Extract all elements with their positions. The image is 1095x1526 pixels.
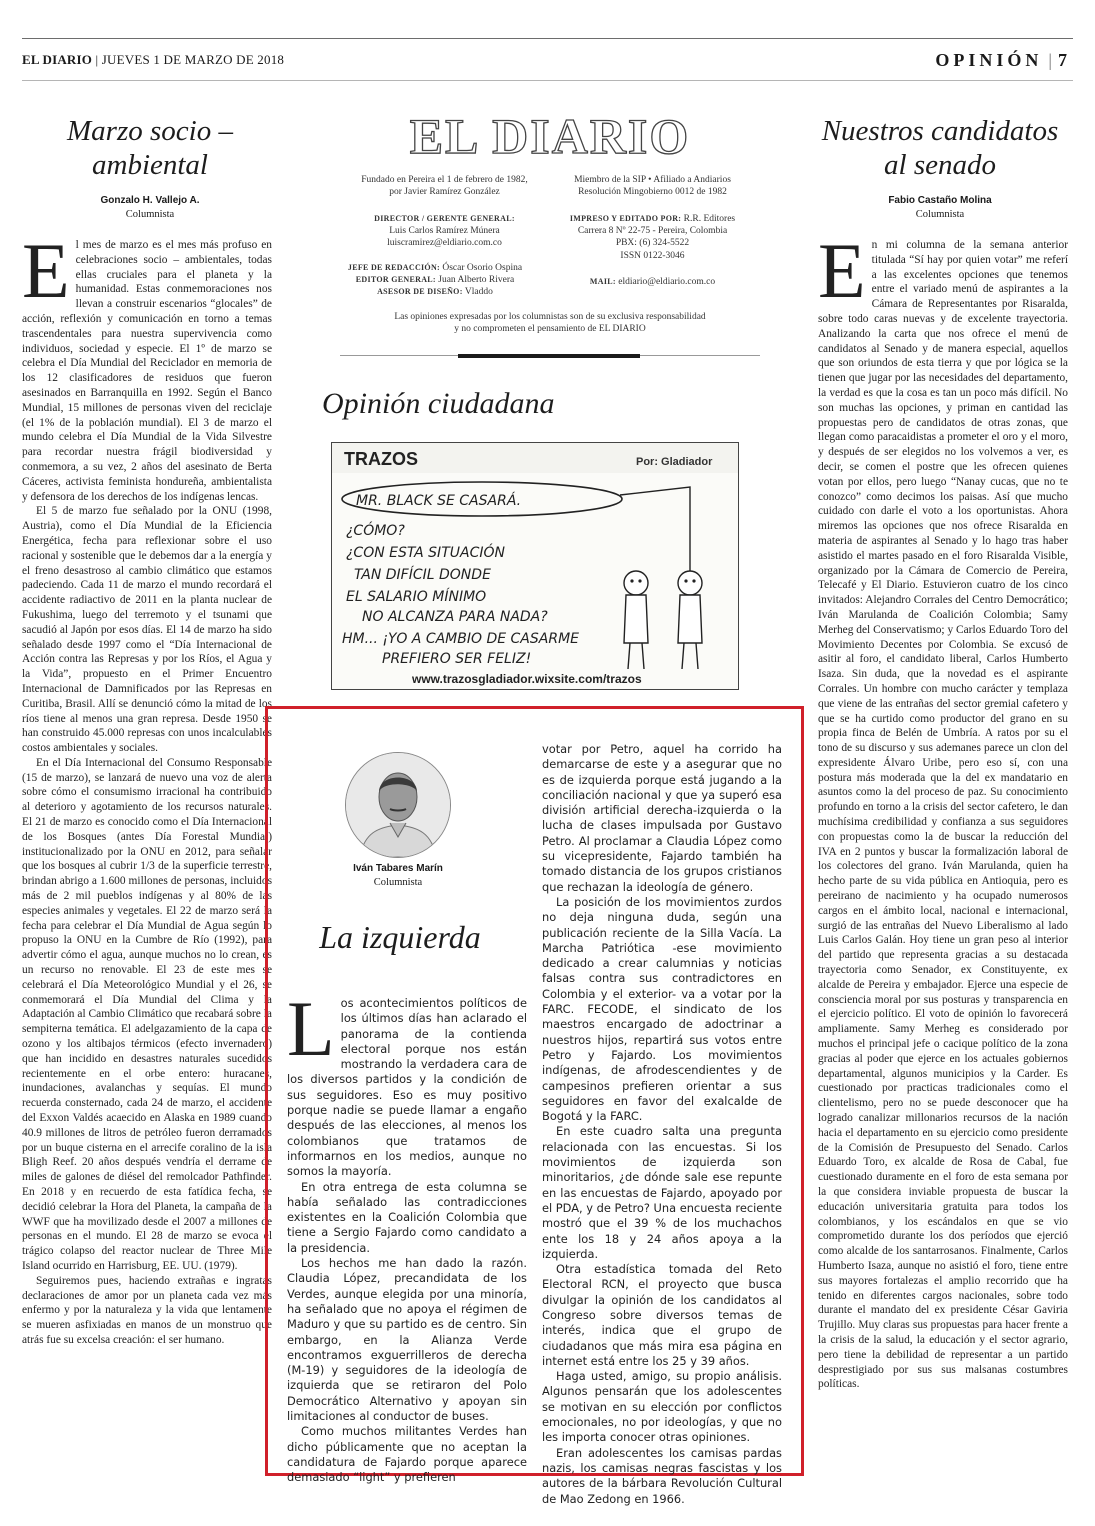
director-name: Luis Carlos Ramírez Múnera [389, 226, 500, 237]
featured-paragraph: votar por Petro, aquel ha corrido ha demarcarse de este y a asegurar que no es de izquierda porque está jugando a la conciliación nacional y que ya superó esa división artificial derecha-izquierda o la lucha de clases impulsada por Gustavo Petro. Al proclamar a Claudia López como su vicepresidente, Fajardo también ha tomado distancia de los grupos cristianos que rechazan la ideología de género. [542, 742, 782, 894]
right-headline: Nuestros candidatos al senado [821, 115, 1059, 181]
character-body [624, 595, 648, 643]
mail-label: MAIL: [589, 277, 616, 286]
featured-role: Columnista [373, 877, 423, 888]
paper-name: EL DIARIO [22, 52, 93, 67]
character-eye [638, 579, 641, 582]
cartoon-line: ¿CON ESTA SITUACIÓN [346, 545, 505, 561]
disclaimer-line: y no comprometen el pensamiento de EL DIARIO [454, 324, 646, 335]
mail-info [560, 276, 745, 288]
featured-paragraph: Los hechos me han dado la razón. Claudia López, precandidata de los Verdes, aunque elegida por una minoría, ha señalado que no apoya el régimen de Maduro y que su partido es de centro. Sin embargo, en la Alianza Verde encontramos exguerrilleros de derecha (M-19) y seguidores de la ideología de izquierda que se retiraron del Polo Democrático Alternativo y apoyan sin limitaciones al conductor de buses. [287, 1256, 527, 1424]
mail-address: eldiario@eldiario.com.co [618, 277, 716, 287]
printer-phone: PBX: (6) 324-5522 [615, 238, 690, 249]
staff-info [330, 262, 540, 299]
jefe-label: JEFE DE REDACCIÓN: [347, 263, 440, 272]
right-author: Fabio Castaño Molina [888, 195, 992, 206]
cartoon-line: ¿CÓMO? [346, 523, 405, 539]
cartoon-title: TRAZOS [344, 449, 418, 469]
cartoon-line: HM... ¡YO A CAMBIO DE CASARME [342, 631, 580, 647]
featured-paragraph: Eran adolescentes los camisas pardas nazis, los camisas negras fascistas y los autores de la bárbara Revolución Cultural de Mao Zedong en 1966. [542, 1445, 782, 1506]
director-email: luiscramirez@eldiario.com.co [387, 238, 502, 249]
masthead-right [935, 50, 1071, 71]
balloon-tail [620, 487, 690, 571]
jefe-name: Óscar Osorio Ospina [442, 263, 523, 273]
printer-name: R.R. Editores [683, 214, 736, 224]
editor-label: EDITOR GENERAL: [355, 275, 436, 285]
left-paragraph: El 5 de marzo fue señalado por la ONU (1998, Austria), como el Día Mundial de la Eficiencia Energética, fecha para reflexionar sobre el uso racional y sostenible que le debemos dar a la energía y el freno desastroso al cambio climático que estamos padeciendo. Cada 11 de marzo el mundo recordará el accidente radiactivo de 2011 en la planta nuclear de Fukushima, luego del terremoto y el tsunami que sacudió al Japón por esos días. El 14 de marzo ha sido señalado desde 1997 como el “Día Internacional de Acción contra las Represas y por los Ríos, el Agua y la Vida”, propuesto en el Primer Encuentro Internacional de Damnificados por las Represas en Curitiba, Brasil. Allí se denunció cómo la mitad de los ríos tiene al menos una gran represa. Desde 1950 se han construido 45.000 represas con unos incalculables costos ambientales y sociales. [22, 505, 272, 755]
cartoon-line: NO ALCANZA PARA NADA? [362, 609, 548, 625]
left-paragraph: Seguiremos pues, haciendo extrañas e ingratas declaraciones de amor por un planeta cada vez más enfermo y por la naturaleza y la vida que lentamente se mueren asfixiadas en manos de un monstruo que atrás fue su excelsa creación: el ser humano. [22, 1274, 272, 1346]
founding-line: Fundado en Pereira el 1 de febrero de 1982, [361, 175, 528, 185]
author-photo [346, 753, 450, 857]
right-paragraph: n mi columna de la semana anterior titulada “Sí hay por quien votar” me referí a las excelentes opciones que tenemos entre el variado menú de aspirantes a la Cámara de Representantes por Risaralda, sobre todo caras nuevas y de excelente trayectoria. Analizando la carta que nos ofrece el menú de candidatos al Senado y de manera especial, aquellos que son oriundos de esta tierra y que por lógica se la tienen que jugar por las necesidades del departamento, la verdad es que la cosa es tan un poco más difícil. No son muchas las opciones, y priman en cantidad las propuestas pero de candidatos de otras zonas, que llegan como paracaidistas a prometer el oro y el moro, y después de ser elegidos no los volvemos a ver, es decir, se comen el postre que les ofrecen quienes votan por ellos, pero luego “Nanay cucas, que no te conozco” como decimos los paisas. Así que mucho cuidado con darle el voto a los oportunistas. Ahora miremos las opciones que nos ofrece Risaralda en materia de aspirantes al Senado y lo hago tras haber asistido el martes pasado en el foro Risaralda Visible, organizado por la Cámara de Comercio de Pereira, Telecafé y El Diario. Estuvieron cuatro de los cinco invitados: Alejandro Corrales del Centro Democrático; Iván Marulanda de Coalición Colombia; Samy Merheg del Conservatismo; y Carlos Eduardo Toro del Movimiento Decentes por Colombia. Se excusó de asitir al foro, el candidato liberal, Carlos Humberto Isaza. Sin duda, que la novedad es el aspirante Corrales. Un hombre con mucho carácter y templaza que viene de las entrañas del sector gremial cafetero y que se ha curtido como productor del grano en su propia finca de Belén de Umbría. A ratos por su el tono de su discurso y sus ademanes parece un clon del expresidente Álvaro Uribe, pero eso sí, con una postura más moderada que la del ex mandatario en asuntos como la del proceso de paz. Su conocimiento profundo en torno a la crisis del sector cafetero, le dan muchísima credibilidad y confianza a sus seguidores con propuestas como la de buscar la reducción del IVA en 2 puntos y buscar la formalización laboral de los colectores del grano. Iván Marulanda, quien ha hecho parte de su vida pública en Antioquia, pero es pereirano de nacimiento y ha ocupado numerosos cargos en el ámbito local, nacional e internacional, surgió de las entrañas del Nuevo Liberalismo al lado Luis Carlos Galán. Hoy tiene un gran peso al interior del partido que representa gracias a su destacada trayectoria como Senador, ex Constituyente, ex alcalde de Pereira y embajador. Ejerce una especie de consciencia moral por sus posturas y transparencia en el ejercicio político. El voto de opinión lo favorecerá ampliamente. Samy Merheg es considerado por muchos el principal jefe o cacique político de la zona gracias al poder que ejerce en los actuales gobiernos departamental, algunos municipios y la Carder. Es cuestionado por practicas tradicionales como el clientelismo, pero no se puede desconocer que ha logrado canalizar millonarios recursos de la nación hacia el departamento en su ejercicio como presidente de la Comisión de Presupuesto del Senado. Carlos Eduardo Toro, ex alcalde de Rosa de Cabal, fue cuestionado duramente en el foro de esta semana por la que considera inviable propuesta de buscar la educación universitaria gratuita para todos los colombianos, y los escándalos en que se vio comprometido durante los dos períodos que ejerció como alcalde de los santarrosanos. Finalmente, Carlos Humberto Isaza, aunque no asistió el foro, tiene entre sus mayores fortalezas el amplio recorrido que ha tenido en diferentes cargos nacionales, sobre todo durante el mandato del ex presidente César Gaviria Trujillo. Muy claras sus propuestas para hacer frente a la crisis de la salud, la educación y el sector agrario, pero tiene la debilidad de representar a un partido desprestigiado por sus sus malsanas costumbres políticas. [818, 239, 1068, 1391]
director-info [352, 213, 537, 250]
left-dropcap: E [22, 227, 70, 314]
featured-paragraph: Haga usted, amigo, su propio análisis. Algunos pensarán que los adolescentes se motivan en su elección por conflictos emocionales, no por ideologías, y que no les importa conocer otras opiniones. [542, 1369, 782, 1445]
featured-paragraph: os acontecimientos políticos de los últimos días han aclarado el panorama de la contienda electoral porque nos están mostrando la verdadera cara de los diversos partidos y la condición de sus seguidores. Eso es muy positivo porque nadie se puede llamar a engaño después de las elecciones, al menos los colombianos que tratamos de informarnos en los medios, aunque no somos la mayoría. [287, 996, 527, 1179]
featured-headline: La izquierda [319, 919, 481, 955]
featured-paragraph: Como muchos militantes Verdes han dicho públicamente que no aceptan la candidatura de Fajardo porque aparece demasiado “light” y prefieren [287, 1424, 527, 1485]
membership-line: Resolución Mingobierno 0012 de 1982 [578, 187, 727, 198]
featured-column-1 [287, 985, 527, 1486]
featured-paragraph: En otra entrega de esta columna se había señalado las contradicciones existentes en la Coalición Colombia que tiene a Sergio Fajardo como candidato a la presidencia. [287, 1179, 527, 1255]
printer-address: Carrera 8 Nº 22-75 - Pereira, Colombia [577, 226, 728, 237]
cartoon-line: PREFIERO SER FELIZ! [382, 651, 532, 667]
membership-line: Miembro de la SIP • Afiliado a Andiarios [574, 175, 731, 185]
cartoon-line: EL SALARIO MÍNIMO [346, 589, 487, 605]
cartoon-url: www.trazosgladiador.wixsite.com/trazos [412, 672, 642, 686]
left-headline: Marzo socio – ambiental [67, 115, 233, 181]
center-thick-rule [458, 354, 640, 358]
cartoon-line: MR. BLACK SE CASARÁ. [356, 493, 522, 509]
left-byline [30, 194, 270, 222]
membership-info [560, 174, 745, 198]
left-role: Columnista [125, 209, 175, 220]
founding-line: por Javier Ramírez González [389, 187, 500, 198]
featured-paragraph: Otra estadística tomada del Reto Electoral RCN, el proyecto que busca divulgar la opinión de los candidatos al Congreso sobre diversos temas de interés, indica que el grupo de ciudadanos que más mira esa página en internet está entre los 25 y 39 años. [542, 1262, 782, 1368]
left-article-body [22, 227, 272, 1348]
featured-paragraph: La posición de los movimientos zurdos no deja ninguna duda, según una publicación reciente de la Silla Vacía. La Marcha Patriótica -ese movimiento dedicado a crear calumnias y noticias falsas contra sus contradictores en Colombia y el exterior- va a votar por la FARC. FECODE, el sindicato de los maestros encargado de adoctrinar a nuestros hijos, repartirá sus votos entre Petro y Fajardo. Los movimientos indígenas, de afrodescendientes y de campesinos prefieren orientar a sus seguidores en favor del exalcalde de Bogotá y la FARC. [542, 894, 782, 1124]
character-eye [684, 579, 687, 582]
disclaimer-line: Las opiniones expresadas por los columnistas son de su exclusiva responsabilidad [394, 312, 706, 322]
issue-date: JUEVES 1 DE MARZO DE 2018 [101, 52, 285, 67]
character-legs [628, 643, 644, 669]
featured-byline [298, 862, 498, 890]
cartoon-panel [331, 442, 739, 690]
character-eye [692, 579, 695, 582]
design-label: ASESOR DE DISEÑO: [377, 287, 463, 297]
section-separator: | [1048, 50, 1052, 70]
featured-dropcap: L [287, 985, 335, 1072]
cartoon-credit: Por: Gladiador [636, 456, 713, 468]
left-paragraph: l mes de marzo es el mes más profuso en celebraciones socio – ambientales, todas ellas cruciales para el planeta y la humanidad. Estas conmemoraciones nos llevan a construir escenarios “glocales” de acción, reflexión y comunicación en torno a temas trascendentales para nuestra supervivencia como individuos, sociedad y especie. El 1º de marzo se celebra el Día Mundial del Reciclador en memoria de los 12 clasificadores de residuos que fueron asesinados en Barranquilla en 1992. Según el Banco Mundial, 15 millones de personas viven del reciclaje (el 1% de la población mundial). El 3 de marzo el mundo celebra el Día Mundial de la Vida Silvestre para recordar nuestra frágil biodiversidad y conmemora, a su vez, 2 años del asesinato de Berta Cáceres, activista feminista hondureña, ambientalista y defensora de los derechos de los indígenas lencas. [22, 239, 272, 503]
character-head [624, 571, 648, 595]
right-byline [810, 194, 1070, 222]
featured-author: Iván Tabares Marín [353, 863, 443, 874]
left-author: Gonzalo H. Vallejo A. [100, 195, 200, 206]
founding-info [352, 174, 537, 198]
character-head [678, 571, 702, 595]
design-name: Vladdo [464, 287, 493, 298]
disclaimer [340, 311, 760, 335]
issn: ISSN 0122-3046 [620, 250, 685, 261]
author-avatar [345, 752, 451, 858]
printer-label: IMPRESO Y EDITADO POR: [569, 214, 682, 223]
masthead-separator: | [95, 52, 99, 67]
section-title: Opinión ciudadana [322, 387, 555, 420]
character-legs [682, 643, 698, 669]
right-role: Columnista [915, 209, 965, 220]
top-rule [22, 38, 1073, 39]
left-paragraph: En el Día Internacional del Consumo Responsable (15 de marzo), se lanzará de nuevo una voz de alerta sobre cómo el consumismo irracional ha contribuido al deterioro y agotamiento de los recursos naturales. El 21 de marzo es conocido como el Día Internacional de los Bosques (antes Día Forestal Mundial) institucionalizado por la ONU en 2012, para señalar que los bosques al cubrir 1/3 de la superficie terrestre, brindan abrigo a 1.600 millones de personas, incluidos más de 2 mil pueblos indígenas y al 80% de las especies animales y vegetales. El 22 de marzo será la fecha para celebrar el Día Mundial de Agua según lo propuso la ONU en la Cumbre de Río (1992), para advertir cómo el agua, aunque muchos no lo crean, es un recurso no renovable. El 23 de este mes se celebrará el Día Meteorológico Mundial y el 26, se conmemorará el Día Mundial del Clima y la Adaptación al Cambio Climático que recabará sobre la sempiterna temática. El adelgazamiento de la capa de ozono y los altibajos térmicos (efecto invernadero) que han incidido en desastres naturales sucedidos recientemente en el orbe entero: huracanes, inundaciones, avalanchas y sequías. El mundo recuerda consternado, cada 24 de marzo, el accidente del Exxon Valdés acaecido en Alaska en 1989 cuando 40.9 millones de litros de petróleo fueron derramados por un buque cisterna en el arrecife coralino de la isla Bligh Reef. 20 años después vendría el derrame de miles de galones de diésel del remolcador Pathfinder. En 2018 y en recuerdo de esta fatídica fecha, se decidió celebrar la Hora del Planeta, la campaña de la WWF que ha movilizado desde el 2007 a millones de personas en el mundo. El 28 de marzo se evoca el trágico colapso del reactor nuclear de Three Mile Island ocurrido en Harrisburg, EE. UU. (1979). [22, 756, 272, 1272]
section-name: OPINIÓN [935, 50, 1043, 70]
featured-paragraph: En este cuadro salta una pregunta relacionada con las encuestas. Si los movimientos de izquierda son minoritarios, ¿de dónde sale ese repunte en las encuestas de Fajardo, apoyado por el PDA, y de Petro? Una encuesta reciente mostró que el 39 % de los muchachos ente los 18 y 24 años apoya a la izquierda. [542, 1124, 782, 1261]
masthead-left [22, 52, 284, 68]
cartoon-line: TAN DIFÍCIL DONDE [354, 567, 491, 583]
character-body [678, 595, 702, 643]
masthead-rule [22, 80, 1073, 81]
newspaper-logo: EL DIARIO [409, 108, 691, 164]
director-label: DIRECTOR / GERENTE GENERAL: [374, 214, 515, 223]
featured-column-2 [542, 742, 782, 1507]
page-number: 7 [1058, 50, 1071, 70]
right-article-body [818, 227, 1068, 1392]
printer-info [560, 213, 745, 262]
cartoon-drawing [332, 443, 738, 689]
character-eye [630, 579, 633, 582]
editor-name: Juan Alberto Rivera [438, 275, 515, 286]
right-dropcap: E [818, 227, 866, 314]
